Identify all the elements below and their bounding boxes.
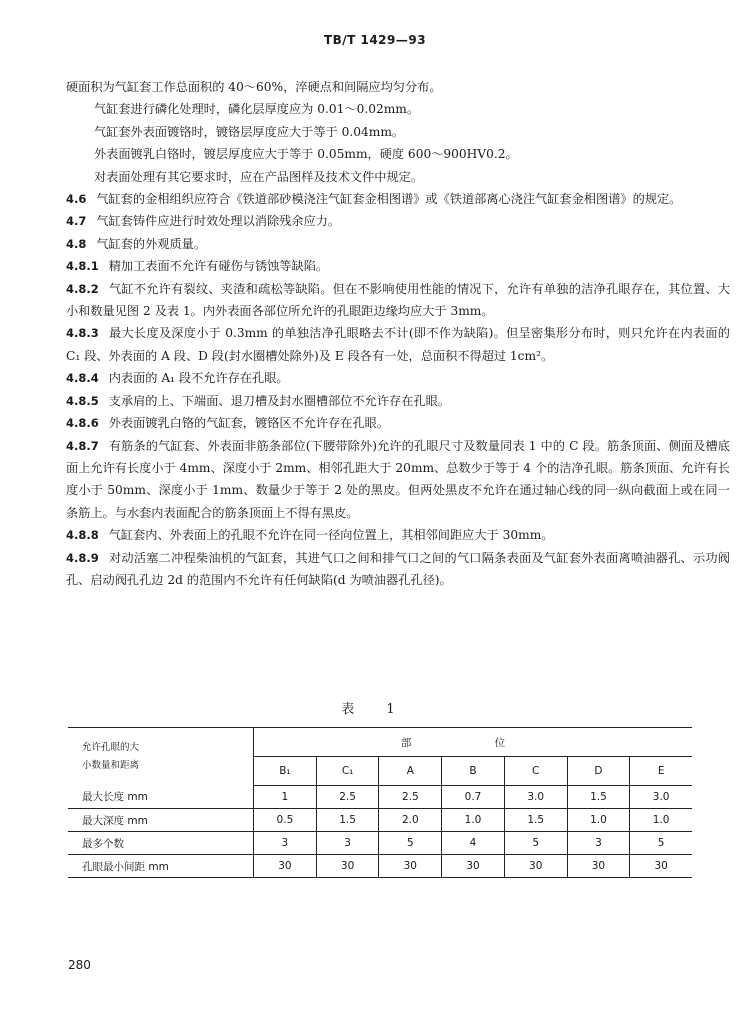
paragraph-text: 支承肩的上、下端面、退刀槽及封水圈槽部位不允许存在孔眼。 [108, 393, 450, 408]
column-header: E [630, 757, 692, 786]
table-cell: 5 [379, 832, 442, 855]
table-cell: 30 [316, 855, 379, 878]
row-label: 最大长度 mm [68, 786, 254, 809]
table-cell: 30 [567, 855, 630, 878]
table-cell: 30 [504, 855, 567, 878]
paragraph-text: 外表面镀乳白铬的气缸套，镀铬区不允许存在孔眼。 [108, 416, 390, 431]
table-group-header: 部 位 [254, 728, 692, 757]
clause-number: 4.8 [66, 236, 87, 251]
paragraph [66, 547, 730, 592]
table-cell: 1.0 [630, 809, 692, 832]
table-cell: 0.7 [442, 786, 505, 809]
row-label: 孔眼最小间距 mm [68, 855, 254, 878]
column-header: D [567, 757, 630, 786]
paragraph [66, 278, 730, 323]
table-cell: 30 [254, 855, 317, 878]
clause-number: 4.6 [66, 192, 87, 207]
paragraph-text: 外表面镀乳白铬时，镀层厚度应大于等于 0.05mm，硬度 600～900HV0.2。 [94, 147, 518, 162]
clause-number: 4.8.4 [66, 371, 99, 386]
body-text [66, 76, 730, 591]
table-row [68, 832, 692, 855]
paragraph-text: 对表面处理有其它要求时，应在产品图样及技术文件中规定。 [94, 169, 424, 184]
table-cell: 1 [254, 786, 317, 809]
document-header: TB/T 1429—93 [323, 33, 427, 47]
clause-number: 4.8.2 [66, 281, 99, 296]
column-header: C [504, 757, 567, 786]
table-cell: 30 [630, 855, 692, 878]
table-cell: 5 [630, 832, 692, 855]
table-cell: 1.0 [442, 809, 505, 832]
table-1 [68, 727, 692, 878]
table-cell: 2.0 [379, 809, 442, 832]
paragraph-text: 最大长度及深度小于 0.3mm 的单独洁净孔眼略去不计(即不作为缺陷)。但呈密集形分布时，则只允许在内表面的 C₁ 段、外表面的 A 段、D 段(封水圈槽处除外)及 E 段各有一处，总面积不得超过 1cm²。 [66, 326, 730, 363]
table-cell: 30 [379, 855, 442, 878]
clause-number: 4.8.9 [66, 550, 99, 565]
clause-number: 4.8.1 [66, 259, 99, 274]
paragraph-text: 气缸套铸件应进行时效处理以消除残余应力。 [96, 214, 341, 229]
table-cell: 2.5 [316, 786, 379, 809]
clause-number: 4.8.7 [66, 438, 99, 453]
paragraph [66, 390, 730, 412]
paragraph [66, 143, 730, 165]
paragraph-text: 气缸不允许有裂纹、夹渣和疏松等缺陷。但在不影响使用性能的情况下，允许有单独的洁净孔眼存在，其位置、大小和数量见图 2 及表 1。内外表面各部位所允许的孔眼距边缘均应大于 3mm。 [66, 281, 730, 319]
table-cell: 1.5 [504, 809, 567, 832]
clause-number: 4.7 [66, 214, 87, 229]
corner-label-line2: 小数量和距离 [82, 759, 140, 771]
paragraph-text: 气缸套进行磷化处理时，磷化层厚度应为 0.01～0.02mm。 [94, 102, 420, 117]
table-cell: 4 [442, 832, 505, 855]
table-caption: 表 1 [341, 702, 409, 717]
paragraph-text: 有筋条的气缸套、外表面非筋条部位(下腰带除外)允许的孔眼尺寸及数量同表 1 中的 C 段。筋条顶面、侧面及槽底面上允许有长度小于 4mm、深度小于 2mm、相邻孔距大于 20mm、总数少于等于 4 个的洁净孔眼。筋条顶面、允许有长度小于 50mm、深度小于 1mm、数量少于等于 2 处的黑皮。但两处黑皮不允许在通过轴心线的同一纵向截面上或在同一条筋上。与水套内表面配合的筋条顶面上不得有黑皮。 [66, 438, 730, 520]
table-cell: 0.5 [254, 809, 317, 832]
paragraph-text: 气缸套的外观质量。 [96, 236, 207, 251]
table-cell: 3.0 [630, 786, 692, 809]
column-header: B₁ [254, 757, 317, 786]
page-number: 280 [68, 958, 91, 972]
paragraph-text: 精加工表面不允许有碰伤与锈蚀等缺陷。 [108, 259, 329, 274]
paragraph [66, 233, 730, 255]
table-cell: 2.5 [379, 786, 442, 809]
paragraph [66, 76, 730, 98]
corner-label-line1: 允许孔眼的大 [82, 741, 140, 753]
column-header: B [442, 757, 505, 786]
table-corner-label [68, 728, 254, 786]
table-cell: 1.0 [567, 809, 630, 832]
table-cell: 3 [254, 832, 317, 855]
paragraph [66, 166, 730, 188]
row-label: 最多个数 [68, 832, 254, 855]
clause-number: 4.8.5 [66, 393, 99, 408]
table-row [68, 786, 692, 809]
table-cell: 3 [316, 832, 379, 855]
column-header: C₁ [316, 757, 379, 786]
clause-number: 4.8.8 [66, 528, 99, 543]
paragraph [66, 210, 730, 232]
paragraph-text: 内表面的 A₁ 段不允许存在孔眼。 [108, 371, 289, 386]
table-cell: 5 [504, 832, 567, 855]
table-row [68, 809, 692, 832]
table-cell: 1.5 [316, 809, 379, 832]
paragraph [66, 188, 730, 210]
table-cell: 1.5 [567, 786, 630, 809]
paragraph-text: 气缸套外表面镀铬时，镀铬层厚度应大于等于 0.04mm。 [94, 124, 405, 139]
column-header: A [379, 757, 442, 786]
clause-number: 4.8.6 [66, 416, 99, 431]
row-label: 最大深度 mm [68, 809, 254, 832]
table-cell: 3 [567, 832, 630, 855]
paragraph-text: 气缸套的金相组织应符合《铁道部砂模浇注气缸套金相图谱》或《铁道部离心浇注气缸套金相图谱》的规定。 [96, 192, 682, 207]
paragraph [66, 367, 730, 389]
clause-number: 4.8.3 [66, 326, 99, 341]
table-cell: 3.0 [504, 786, 567, 809]
paragraph [66, 255, 730, 277]
paragraph [66, 412, 730, 434]
paragraph-text: 气缸套内、外表面上的孔眼不允许在同一径向位置上，其相邻间距应大于 30mm。 [108, 528, 554, 543]
table-row [68, 855, 692, 878]
table-cell: 30 [442, 855, 505, 878]
paragraph [66, 322, 730, 367]
paragraph-text: 对动活塞二冲程柴油机的气缸套，其进气口之间和排气口之间的气口隔条表面及气缸套外表面离喷油器孔、示功阀孔、启动阀孔孔边 2d 的范围内不允许有任何缺陷(d 为喷油器孔孔径)。 [66, 550, 730, 587]
paragraph-text: 硬面积为气缸套工作总面积的 40～60%，淬硬点和间隔应均匀分布。 [66, 80, 442, 94]
paragraph [66, 98, 730, 120]
paragraph [66, 524, 730, 546]
paragraph [66, 121, 730, 143]
paragraph [66, 435, 730, 525]
